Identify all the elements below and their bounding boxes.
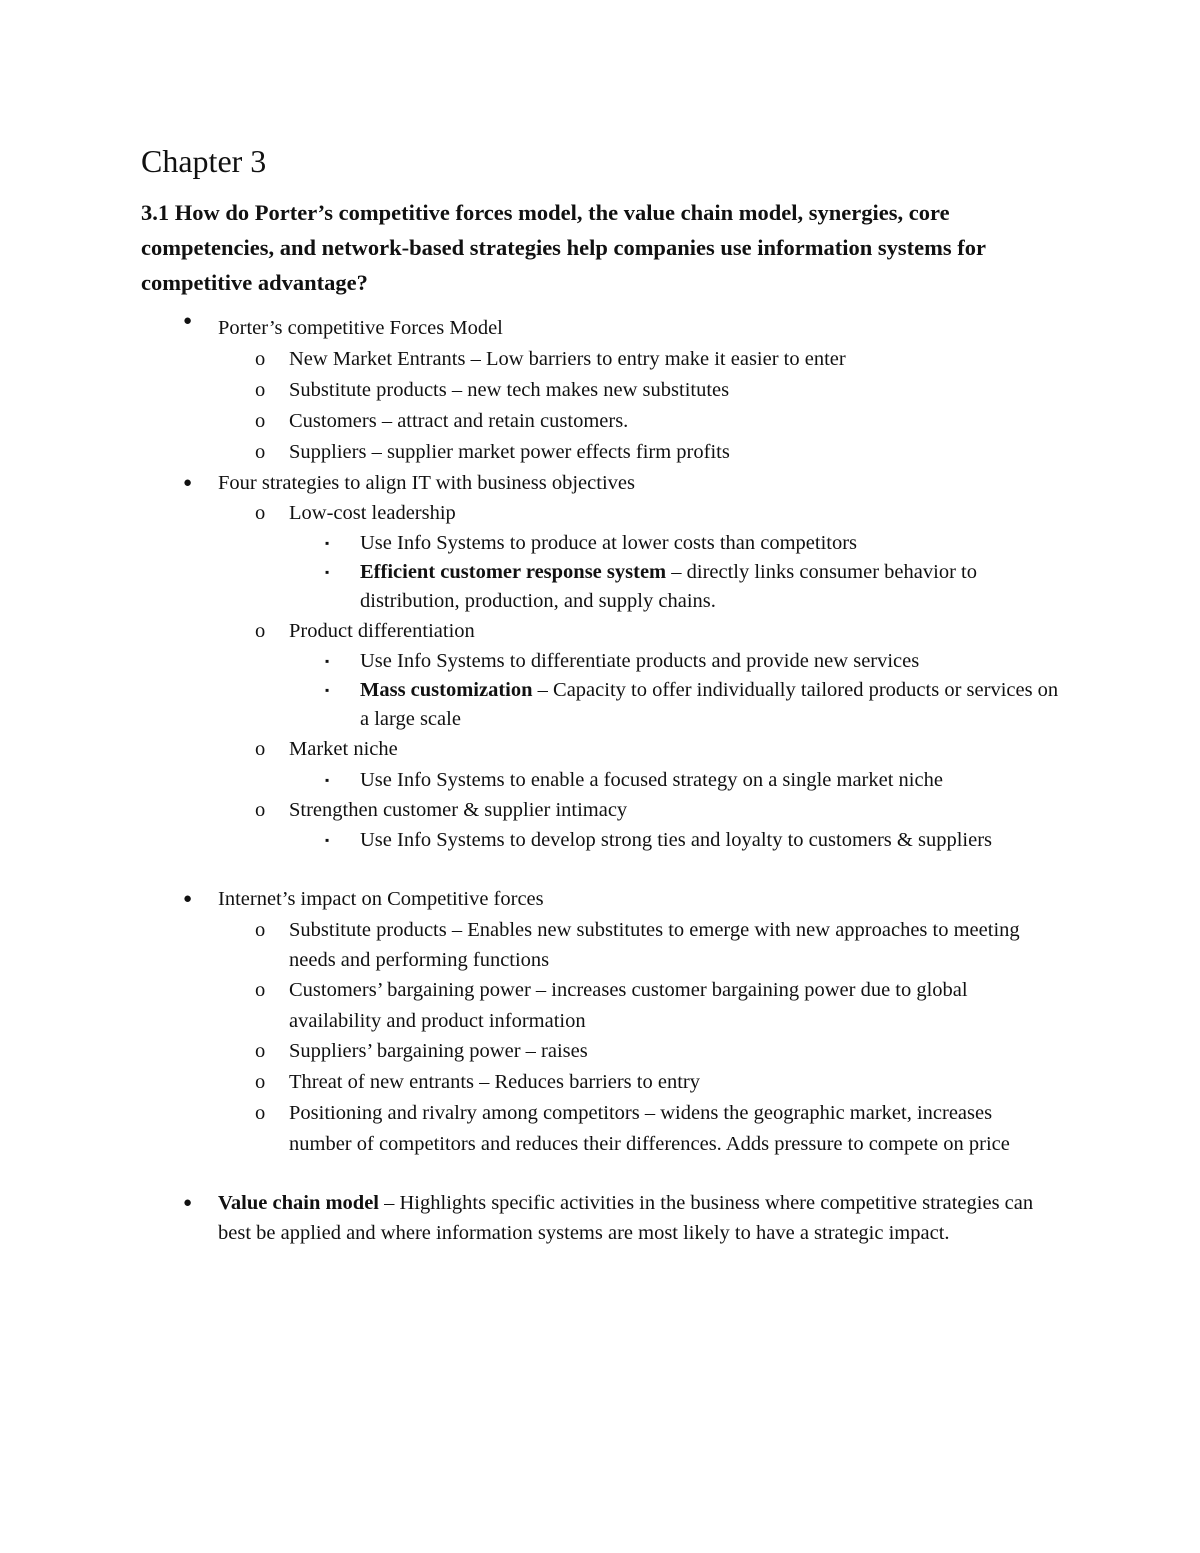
bullet-circle-icon: o bbox=[255, 441, 266, 463]
bullet-circle-icon: o bbox=[255, 620, 266, 642]
list-item bbox=[0, 528, 1200, 558]
bullet-circle-icon: o bbox=[255, 1071, 266, 1093]
list-item bbox=[0, 765, 1200, 795]
list-item-text: Suppliers – supplier market power effects firm profits bbox=[289, 441, 730, 463]
term-efficient-customer-response: Efficient customer response system bbox=[360, 561, 667, 583]
list-item bbox=[0, 1036, 1200, 1067]
list-item bbox=[0, 406, 1200, 437]
list-item-text: Suppliers’ bargaining power – raises bbox=[289, 1040, 588, 1062]
list-item bbox=[0, 558, 1200, 616]
list-item bbox=[0, 734, 1200, 765]
bullet-square-icon: ▪ bbox=[325, 654, 330, 668]
list-item bbox=[0, 975, 1200, 1036]
list-item-text: Low-cost leadership bbox=[289, 502, 456, 524]
list-item-text: Substitute products – new tech makes new substitutes bbox=[289, 379, 730, 401]
list-item bbox=[0, 1067, 1200, 1098]
bullet-square-icon: ▪ bbox=[325, 536, 330, 550]
bullet-dot-icon: ● bbox=[183, 891, 193, 907]
list-item-text: Use Info Systems to produce at lower costs than competitors bbox=[360, 532, 858, 554]
bullet-circle-icon: o bbox=[255, 379, 266, 401]
bullet-circle-icon: o bbox=[255, 738, 266, 760]
list-item-text: Internet’s impact on Competitive forces bbox=[218, 888, 544, 910]
bullet-circle-icon: o bbox=[255, 348, 266, 370]
bullet-circle-icon: o bbox=[255, 1040, 266, 1062]
list-item-text: Threat of new entrants – Reduces barriers to entry bbox=[289, 1071, 700, 1093]
term-definition: – Highlights specific activities in the business where competitive strategies can best be applied and where information systems are most likely to have a strategic impact. bbox=[218, 1192, 1034, 1244]
term-definition: – directly links consumer behavior to distribution, production, and supply chains. bbox=[360, 561, 977, 612]
list-item-text: Porter’s competitive Forces Model bbox=[218, 317, 503, 339]
list-item bbox=[0, 1098, 1200, 1189]
bullet-circle-icon: o bbox=[255, 979, 266, 1001]
list-item bbox=[0, 826, 1200, 884]
term-value-chain-model: Value chain model bbox=[218, 1192, 379, 1214]
bullet-square-icon: ▪ bbox=[325, 683, 330, 697]
list-item bbox=[0, 375, 1200, 406]
list-item bbox=[0, 884, 1200, 915]
list-item-text: Substitute products – Enables new substitutes to emerge with new approaches to meeting needs and performing functions bbox=[289, 919, 1020, 971]
bullet-dot-icon: ● bbox=[183, 1195, 193, 1211]
list-item bbox=[0, 313, 1200, 344]
list-item-text: Strengthen customer & supplier intimacy bbox=[289, 799, 628, 821]
list-item bbox=[0, 344, 1200, 375]
bullet-circle-icon: o bbox=[255, 799, 266, 821]
list-item-text: Four strategies to align IT with business objectives bbox=[218, 472, 635, 494]
list-item-text: Positioning and rivalry among competitors – widens the geographic market, increases number of competitors and reduces their differences. Adds pressure to compete on price bbox=[289, 1102, 1010, 1155]
term-mass-customization: Mass customization bbox=[360, 679, 533, 701]
bullet-dot-icon: ● bbox=[183, 475, 193, 491]
outline-list bbox=[0, 313, 1200, 1279]
term-definition: – Capacity to offer individually tailored products or services on a large scale bbox=[360, 679, 1059, 730]
list-item bbox=[0, 646, 1200, 676]
bullet-dot-icon: ● bbox=[183, 313, 193, 329]
bullet-circle-icon: o bbox=[255, 1102, 266, 1124]
list-item-text: Product differentiation bbox=[289, 620, 475, 642]
bullet-circle-icon: o bbox=[255, 410, 266, 432]
list-item-text: Customers – attract and retain customers. bbox=[289, 410, 629, 432]
list-item bbox=[0, 915, 1200, 975]
list-item-text: Customers’ bargaining power – increases customer bargaining power due to global availability and product information bbox=[289, 979, 968, 1032]
list-item-text: Use Info Systems to develop strong ties and loyalty to customers & suppliers bbox=[360, 829, 993, 851]
list-item bbox=[0, 437, 1200, 468]
list-item bbox=[0, 468, 1200, 498]
section-question: 3.1 How do Porter’s competitive forces model, the value chain model, synergies, core competencies, and network-based strategies help companies use information systems for competitive advantage? bbox=[141, 200, 986, 295]
list-item-text: New Market Entrants – Low barriers to entry make it easier to enter bbox=[289, 348, 846, 370]
bullet-square-icon: ▪ bbox=[325, 773, 330, 787]
bullet-square-icon: ▪ bbox=[325, 565, 330, 579]
list-item bbox=[0, 1189, 1200, 1279]
list-item bbox=[0, 676, 1200, 734]
list-item-text bbox=[360, 558, 1060, 616]
list-item bbox=[0, 498, 1200, 528]
list-item-text bbox=[218, 1189, 1058, 1248]
bullet-square-icon: ▪ bbox=[325, 833, 330, 847]
list-item-text: Use Info Systems to enable a focused strategy on a single market niche bbox=[360, 769, 943, 791]
list-item bbox=[0, 616, 1200, 646]
chapter-title: Chapter 3 bbox=[141, 143, 267, 179]
bullet-circle-icon: o bbox=[255, 919, 266, 941]
list-item bbox=[0, 795, 1200, 826]
bullet-circle-icon: o bbox=[255, 502, 266, 524]
list-item-text: Market niche bbox=[289, 738, 398, 760]
list-item-text: Use Info Systems to differentiate products and provide new services bbox=[360, 650, 920, 672]
list-item-text bbox=[360, 676, 1060, 734]
